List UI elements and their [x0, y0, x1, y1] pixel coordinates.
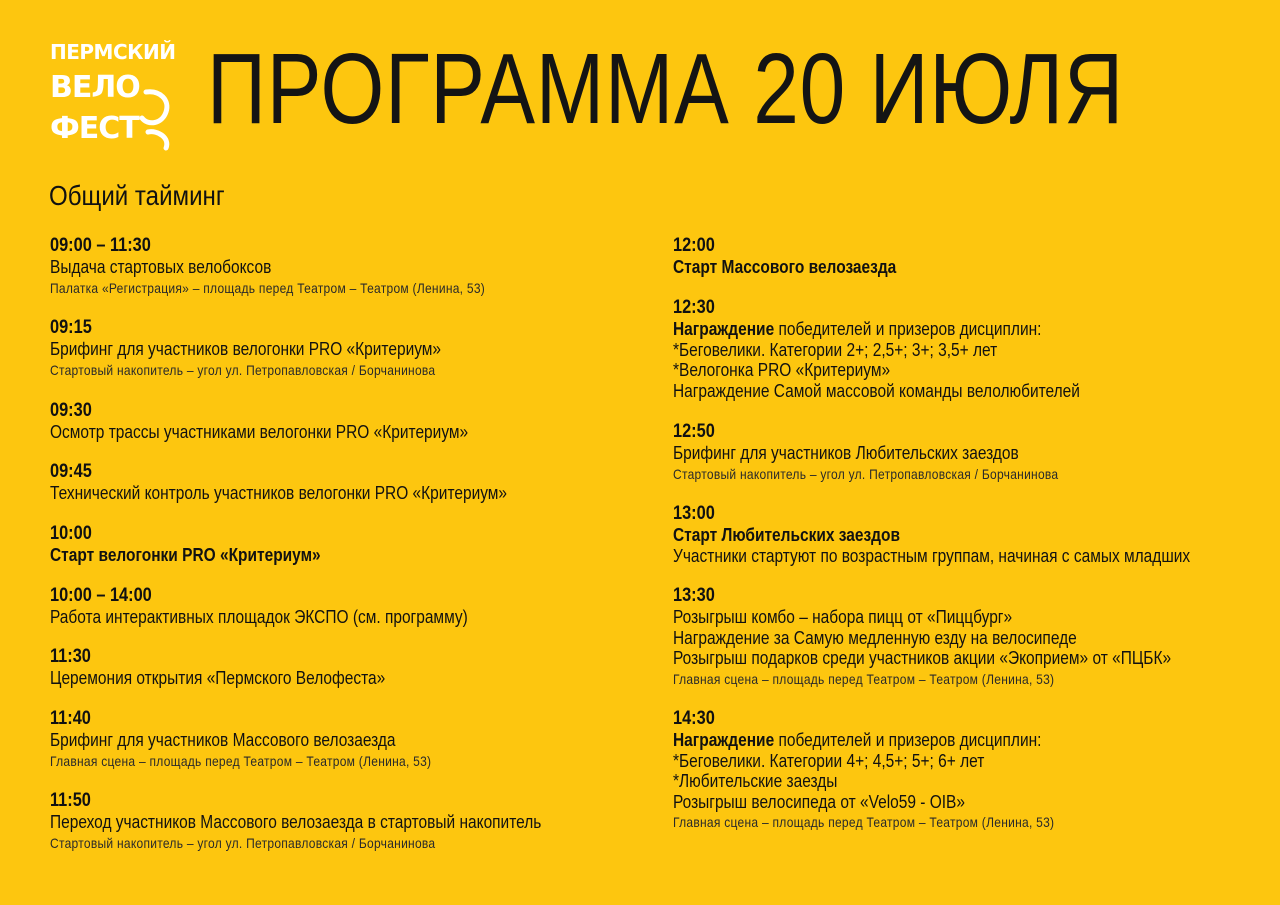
schedule-item — [50, 461, 507, 504]
event-time: 12:50 — [673, 421, 715, 442]
event-location: Стартовый накопитель – угол ул. Петропавловская / Борчанинова — [50, 834, 436, 851]
event-time: 14:30 — [673, 708, 715, 729]
event-location: Стартовый накопитель – угол ул. Петропавловская / Борчанинова — [50, 361, 436, 378]
event-detail-line: Награждение за Самую медленную езду на велосипеде — [673, 627, 1077, 648]
event-description: Брифинг для участников велогонки PRO «Критериум» — [50, 339, 442, 359]
schedule-item — [673, 421, 1058, 484]
event-lead-rest: победителей и призеров дисциплин: — [774, 319, 1042, 339]
event-description: Старт велогонки PRO «Критериум» — [50, 545, 321, 565]
schedule-item — [50, 646, 385, 689]
event-detail-line: Участники стартуют по возрастным группам, начиная с самых младших — [673, 545, 1191, 566]
logo-line-1: ПЕРМСКИЙ — [50, 40, 176, 64]
event-time: 12:30 — [673, 297, 715, 318]
event-location: Главная сцена – площадь перед Театром – Театром (Ленина, 53) — [673, 670, 1055, 687]
event-description: Осмотр трассы участниками велогонки PRO «Критериум» — [50, 422, 469, 442]
schedule-item — [50, 585, 468, 628]
event-time: 09:30 — [50, 400, 92, 421]
event-location: Палатка «Регистрация» – площадь перед Театром – Театром (Ленина, 53) — [50, 279, 486, 296]
event-time: 09:45 — [50, 461, 92, 482]
festival-logo — [48, 40, 178, 150]
schedule-item — [673, 297, 1080, 401]
schedule-item — [50, 790, 541, 853]
schedule-item — [50, 400, 468, 443]
event-location: Главная сцена – площадь перед Театром – Театром (Ленина, 53) — [50, 752, 432, 769]
event-description: Брифинг для участников Любительских заездов — [673, 443, 1019, 463]
event-detail-line: *Любительские заезды — [673, 771, 838, 791]
event-time: 11:50 — [50, 790, 91, 811]
event-time: 13:30 — [673, 585, 715, 606]
schedule-item — [50, 708, 431, 771]
event-description — [673, 319, 1080, 340]
bicycle-swoosh-icon — [108, 86, 178, 156]
event-time: 09:15 — [50, 317, 92, 338]
event-lead-bold: Награждение — [673, 730, 775, 750]
section-title: Общий тайминг — [49, 180, 225, 211]
event-detail-line: *Беговелики. Категории 4+; 4,5+; 5+; 6+ лет — [673, 750, 985, 771]
event-description: Церемония открытия «Пермского Велофеста» — [50, 668, 386, 688]
event-description: Работа интерактивных площадок ЭКСПО (см. программу) — [50, 607, 468, 627]
logo-line-3: ФЕСТ — [50, 111, 139, 146]
event-description — [673, 730, 1054, 751]
page-title: ПРОГРАММА 20 ИЮЛЯ — [207, 33, 1125, 145]
event-time: 10:00 — [50, 523, 92, 544]
event-location: Стартовый накопитель – угол ул. Петропавловская / Борчанинова — [673, 465, 1059, 482]
event-time: 13:00 — [673, 503, 715, 524]
event-time: 10:00 – 14:00 — [50, 585, 152, 606]
event-lead-rest: победителей и призеров дисциплин: — [774, 730, 1042, 750]
schedule-item — [673, 585, 1171, 689]
event-detail-line: Розыгрыш велосипеда от «Velo59 - OIB» — [673, 791, 965, 812]
event-detail-line: Розыгрыш комбо – набора пицц от «Пиццбург» — [673, 607, 1013, 627]
event-detail-line: Розыгрыш подарков среди участников акции «Экоприем» от «ПЦБК» — [673, 648, 1172, 668]
event-time: 11:40 — [50, 708, 91, 729]
event-time: 12:00 — [673, 235, 715, 256]
event-detail-line: Награждение Самой массовой команды велолюбителей — [673, 380, 1080, 401]
schedule-item — [50, 317, 441, 380]
event-detail-line: *Велогонка PRO «Критериум» — [673, 360, 891, 380]
event-description: Старт Любительских заездов — [673, 525, 900, 545]
logo-line-2: ВЕЛО — [50, 70, 140, 105]
event-description: Брифинг для участников Массового велозаезда — [50, 730, 396, 750]
event-time: 11:30 — [50, 646, 91, 667]
event-detail-line: *Беговелики. Категории 2+; 2,5+; 3+; 3,5+ лет — [673, 339, 998, 360]
event-lead-bold: Награждение — [673, 319, 775, 339]
event-location: Главная сцена – площадь перед Театром – Театром (Ленина, 53) — [673, 814, 1055, 830]
schedule-item — [50, 523, 321, 566]
event-time: 09:00 – 11:30 — [50, 235, 151, 256]
schedule-item — [673, 235, 896, 278]
schedule-item — [673, 503, 1190, 566]
schedule-item — [50, 235, 485, 298]
event-description: Старт Массового велозаезда — [673, 257, 897, 277]
schedule-item — [673, 708, 1054, 832]
event-description: Переход участников Массового велозаезда в стартовый накопитель — [50, 812, 542, 832]
event-description: Технический контроль участников велогонки PRO «Критериум» — [50, 483, 508, 503]
event-description: Выдача стартовых велобоксов — [50, 257, 272, 277]
